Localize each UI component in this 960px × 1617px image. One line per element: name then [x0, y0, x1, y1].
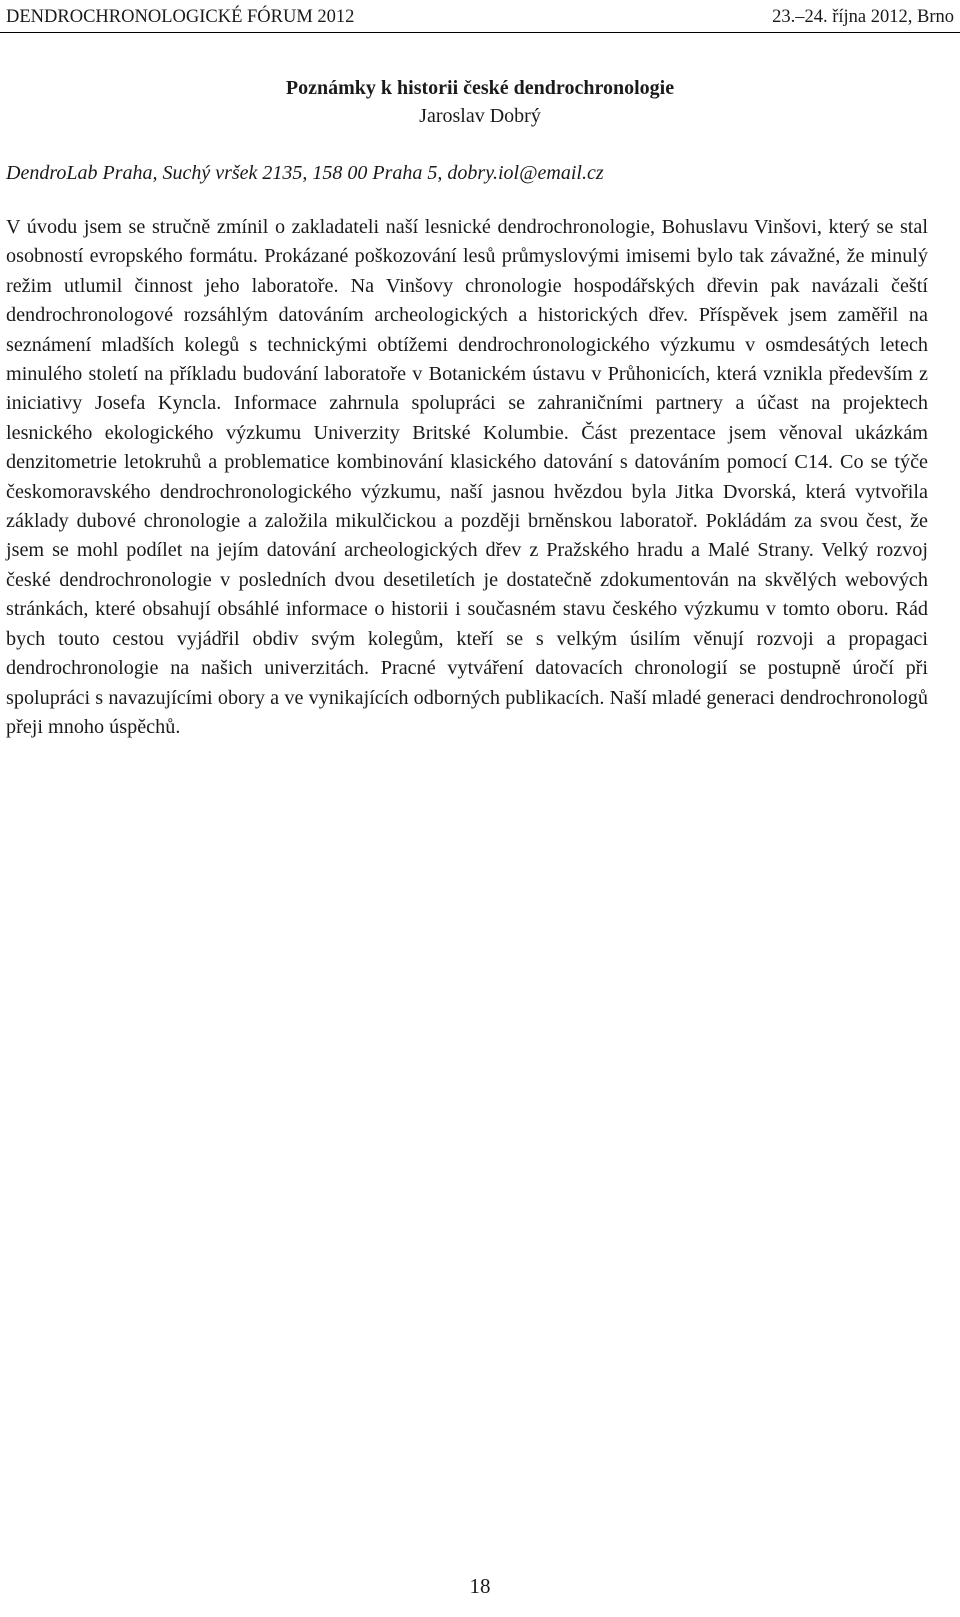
header-journal-name: DENDROCHRONOLOGICKÉ FÓRUM 2012 — [6, 7, 355, 27]
article-title: Poznámky k historii české dendrochronologie — [285, 77, 675, 99]
author-affiliation: DendroLab Praha, Suchý vršek 2135, 158 00 Praha 5, dobry.iol@email.cz — [6, 162, 604, 184]
article-author: Jaroslav Dobrý — [419, 105, 541, 127]
header-divider — [0, 32, 960, 33]
page-number: 18 — [469, 1574, 491, 1598]
header-date-location: 23.–24. října 2012, Brno — [772, 7, 954, 27]
abstract-paragraph: V úvodu jsem se stručně zmínil o zakladateli naší lesnické dendrochronologie, Bohuslavu Vinšovi, který se stal osobností evropského formátu. Prokázané poškozování lesů průmyslovými imisemi bylo tak závažné, že minulý režim utlumil činnost jeho laboratoře. Na Vinšovy chronologie hospodářských dřevin pak navázali čeští dendrochronologové rozsáhlým datováním archeologických a historických dřev. Příspěvek jsem zaměřil na seznámení mladších kolegů s technickými obtížemi dendrochronologického výzkumu v osmdesátých letech minulého století na příkladu budování laboratoře v Botanickém ústavu v Průhonicích, která vznikla především z iniciativy Josefa Kyncla. Informace zahrnula spolupráci se zahraničními partnery a účast na projektech lesnického ekologického výzkumu Univerzity Britské Kolumbie. Část prezentace jsem věnoval ukázkám denzitometrie letokruhů a problematice kombinování klasického datování s datováním pomocí C14. Co se týče českomoravského dendrochronologického výzkumu, naší jasnou hvězdou byla Jitka Dvorská, která vytvořila základy dubové chronologie a založila mikulčickou a později brněnskou laboratoř. Pokládám za svou čest, že jsem se mohl podílet na jejím datování archeologických dřev z Pražského hradu a Malé Strany. Velký rozvoj české dendrochronologie v posledních dvou desetiletích je dostatečně zdokumentován na skvělých webových stránkách, které obsahují obsáhlé informace o historii i současném stavu českého výzkumu v tomto oboru. Rád bych touto cestou vyjádřil obdiv svým kolegům, kteří se s velkým úsilím věnují rozvoji a propagaci dendrochronologie na našich univerzitách. Pracné vytváření datovacích chronologií se postupně úročí při spolupráci s navazujícími obory a ve vynikajících odborných publikacích. Naší mladé generaci dendrochronologů přeji mnoho úspěchů. — [6, 216, 928, 738]
running-header — [6, 4, 954, 30]
